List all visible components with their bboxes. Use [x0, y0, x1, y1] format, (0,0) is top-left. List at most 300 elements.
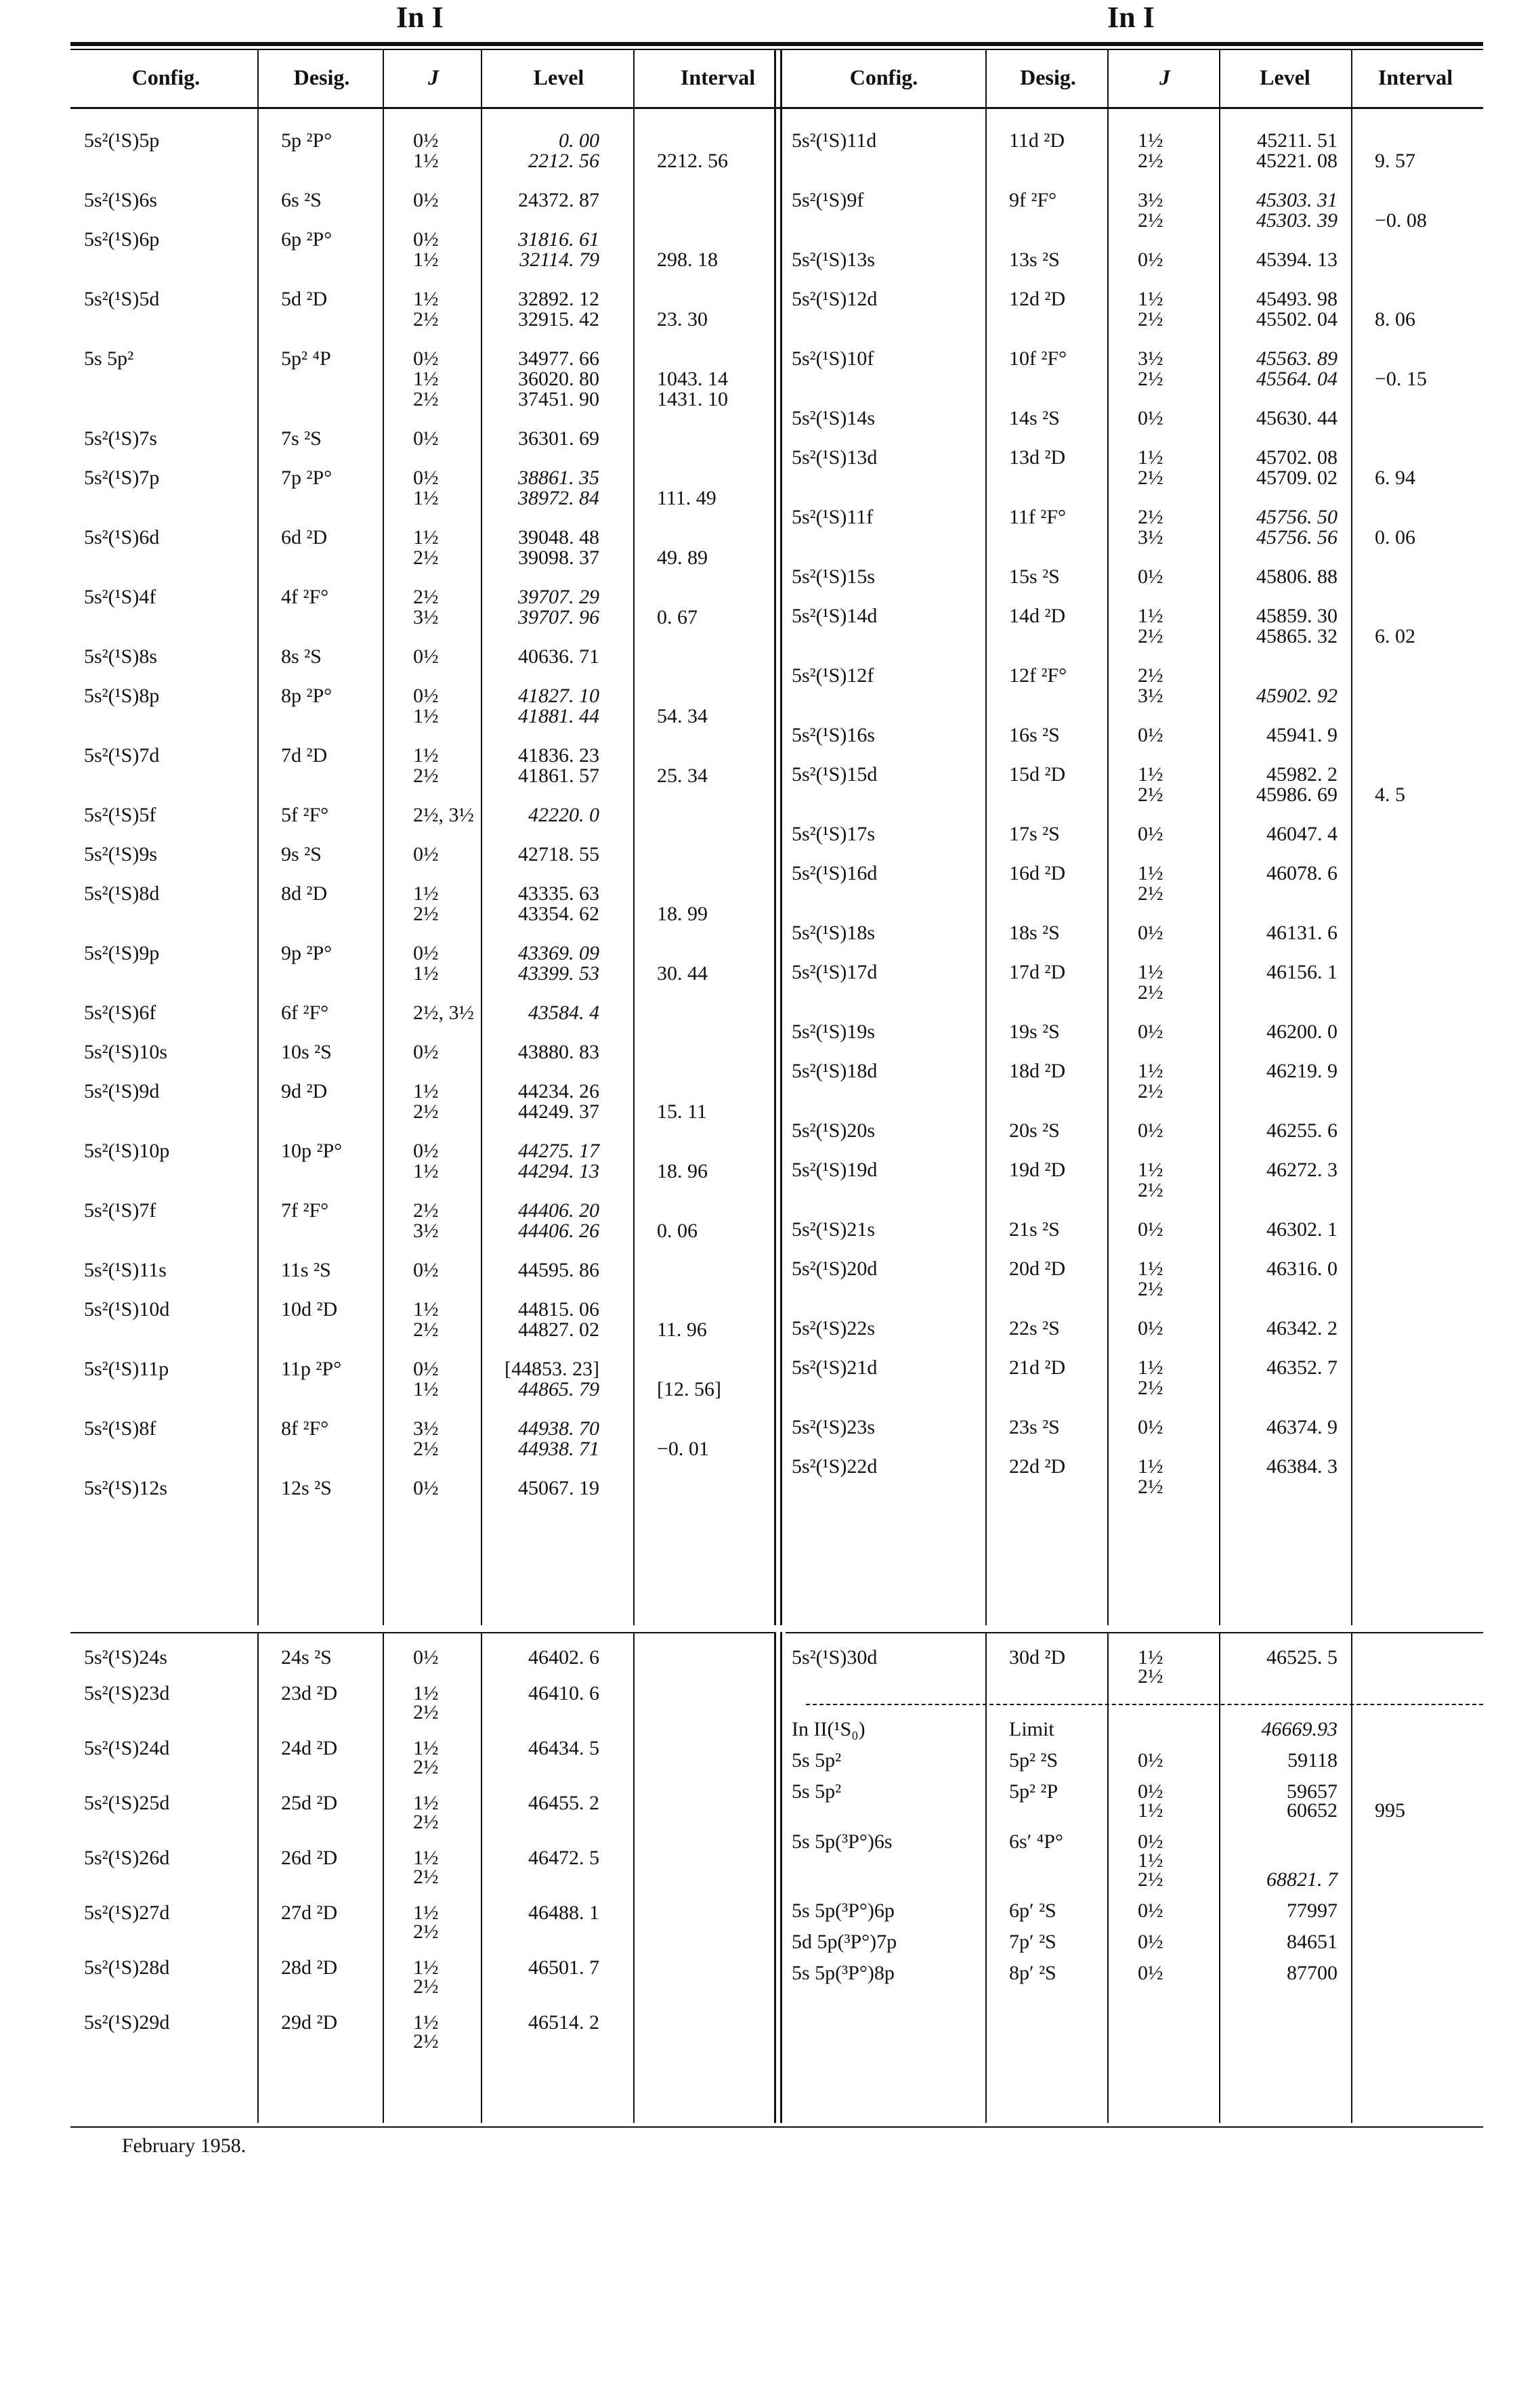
bottom-left-row-j: 1½ [413, 1956, 439, 1979]
left-row-level: 44595. 86 [518, 1259, 599, 1281]
right-row-interval: 0. 06 [1375, 526, 1415, 549]
left-row-desig: 10d ²D [281, 1298, 338, 1321]
left-row-level: 31816. 61 [518, 228, 599, 251]
left-row-j: 0½ [413, 129, 439, 152]
right-row-j: 0½ [1138, 407, 1163, 429]
left-row-level: 43584. 4 [528, 1002, 599, 1024]
right-row-j: 0½ [1138, 1119, 1163, 1142]
right-row-desig: 14d ²D [1009, 605, 1066, 627]
right-row-level: 45865. 32 [1256, 625, 1338, 647]
right-row-j: 0½ [1138, 724, 1163, 746]
right-row-desig: 11d ²D [1009, 129, 1065, 152]
right-row-config: 5s²(¹S)11d [792, 129, 877, 152]
left-row-config: 5s²(¹S)7f [84, 1199, 156, 1222]
right-row-config: 5s²(¹S)14s [792, 407, 876, 429]
left-col-divider [633, 50, 635, 1625]
right-row-desig: 20s ²S [1009, 1119, 1060, 1142]
bottom-left-row-j: 0½ [413, 1646, 439, 1669]
bottom-left-row-j: 2½ [413, 2030, 439, 2053]
left-row-desig: 4f ²F° [281, 586, 329, 608]
right-row-level: 46078. 6 [1266, 862, 1338, 884]
bottom-right-row-config: 5s 5p² [792, 1749, 842, 1772]
bottom-right-row-desig: 5p² ²S [1009, 1749, 1058, 1772]
right-row-level: 46047. 4 [1266, 823, 1338, 845]
left-row-j: 0½ [413, 1041, 439, 1063]
right-row-level: 46255. 6 [1266, 1119, 1338, 1142]
header-level: Level [533, 65, 584, 89]
bottom-right-row-level: 68821. 7 [1266, 1868, 1338, 1891]
right-row-interval: −0. 08 [1375, 209, 1427, 232]
bottom-left-row-desig: 23d ²D [281, 1682, 338, 1704]
bottom-right-row-level: 46669.93 [1261, 1718, 1338, 1740]
right-row-config: 5s²(¹S)19s [792, 1021, 876, 1043]
right-row-j: 2½ [1138, 981, 1163, 1004]
left-row-config: 5s²(¹S)6f [84, 1002, 156, 1024]
left-row-desig: 11p ²P° [281, 1358, 342, 1380]
left-row-level: 41881. 44 [518, 705, 599, 727]
right-row-config: 5s²(¹S)20s [792, 1119, 876, 1142]
left-row-level: 36301. 69 [518, 427, 599, 450]
left-row-config: 5s²(¹S)8d [84, 882, 160, 905]
right-row-level: 45394. 13 [1256, 249, 1338, 271]
bottom-left-row-desig: 29d ²D [281, 2011, 338, 2034]
right-row-desig: 14s ²S [1009, 407, 1060, 429]
bottom-right-row-desig: Limit [1009, 1718, 1054, 1740]
right-row-level: 45221. 08 [1256, 150, 1338, 172]
right-row-level: 46316. 0 [1266, 1258, 1338, 1280]
left-row-interval: 30. 44 [657, 962, 708, 985]
bottom-left-col-divider [383, 1632, 384, 2123]
left-row-j: 2½ [413, 546, 439, 569]
bottom-right-row-desig: 8p′ ²S [1009, 1962, 1056, 1984]
right-row-j: 2½ [1138, 1179, 1163, 1201]
bottom-right-row-level: 59657 [1287, 1780, 1338, 1803]
left-row-level: 43399. 53 [518, 962, 599, 985]
right-row-j: 3½ [1138, 189, 1163, 211]
right-row-desig: 16d ²D [1009, 862, 1066, 884]
bottom-right-row-j: 0½ [1138, 1962, 1163, 1984]
bottom-right-col-divider [1107, 1632, 1109, 2123]
left-row-config: 5s²(¹S)9d [84, 1080, 160, 1102]
left-row-interval: 54. 34 [657, 705, 708, 727]
left-row-config: 5s²(¹S)7s [84, 427, 158, 450]
left-row-interval: 18. 99 [657, 903, 708, 925]
left-row-interval: 0. 06 [657, 1220, 698, 1242]
bottom-left-row-j: 1½ [413, 1737, 439, 1759]
left-row-desig: 10p ²P° [281, 1140, 343, 1162]
right-row-j: 3½ [1138, 526, 1163, 549]
right-row-level: 45630. 44 [1256, 407, 1338, 429]
bottom-left-row-level: 46455. 2 [528, 1792, 599, 1814]
left-row-j: 1½ [413, 705, 439, 727]
right-row-j: 1½ [1138, 961, 1163, 983]
left-row-config: 5s²(¹S)5p [84, 129, 160, 152]
left-row-j: 3½ [413, 1417, 439, 1440]
bottom-left-row-level: 46402. 6 [528, 1646, 599, 1669]
left-row-level: 41827. 10 [518, 685, 599, 707]
bottom-left-row-config: 5s²(¹S)28d [84, 1956, 170, 1979]
left-row-config: 5s²(¹S)8p [84, 685, 160, 707]
bottom-right-row-config: In II(¹S₀) [792, 1718, 865, 1740]
right-row-j: 1½ [1138, 1455, 1163, 1478]
right-row-j: 0½ [1138, 565, 1163, 588]
right-row-interval: 6. 94 [1375, 467, 1415, 489]
left-row-j: 0½ [413, 1358, 439, 1380]
right-row-config: 5s²(¹S)16s [792, 724, 876, 746]
right-row-j: 3½ [1138, 347, 1163, 370]
bottom-left-col-divider [257, 1632, 259, 2123]
right-row-j: 2½ [1138, 308, 1163, 330]
header-level-right: Level [1260, 65, 1310, 89]
bottom-left-row-config: 5s²(¹S)24d [84, 1737, 170, 1759]
right-row-j: 2½ [1138, 150, 1163, 172]
left-row-config: 5s²(¹S)8s [84, 645, 158, 668]
bottom-left-row-desig: 24s ²S [281, 1646, 332, 1669]
bottom-right-row-desig: 5p² ²P [1009, 1780, 1058, 1803]
bottom-left-row-j: 1½ [413, 1682, 439, 1704]
bottom-right-row-j: 0½ [1138, 1749, 1163, 1772]
left-row-interval: [12. 56] [657, 1378, 721, 1400]
left-row-desig: 6s ²S [281, 189, 322, 211]
left-row-interval: 11. 96 [657, 1318, 707, 1341]
right-row-j: 2½ [1138, 1278, 1163, 1300]
left-row-desig: 8s ²S [281, 645, 322, 668]
bottom-left-row-desig: 28d ²D [281, 1956, 338, 1979]
right-row-desig: 9f ²F° [1009, 189, 1057, 211]
header-config-right: Config. [849, 65, 918, 89]
bottom-right-row-level: 59118 [1287, 1749, 1338, 1772]
left-title: In I [396, 1, 444, 34]
right-row-j: 0½ [1138, 1416, 1163, 1438]
left-row-config: 5s²(¹S)9s [84, 843, 158, 865]
bottom-left-row-config: 5s²(¹S)25d [84, 1792, 170, 1814]
bottom-right-row-desig: 6p′ ²S [1009, 1899, 1056, 1922]
left-row-j: 1½ [413, 1160, 439, 1182]
right-row-desig: 23s ²S [1009, 1416, 1060, 1438]
right-row-config: 5s²(¹S)15d [792, 763, 878, 786]
right-row-config: 5s²(¹S)19d [792, 1159, 878, 1181]
left-row-level: 43354. 62 [518, 903, 599, 925]
bottom-left-row-config: 5s²(¹S)24s [84, 1646, 168, 1669]
right-row-config: 5s²(¹S)12d [792, 288, 878, 310]
left-row-desig: 10s ²S [281, 1041, 332, 1063]
bottom-right-row-j: 0½ [1138, 1931, 1163, 1953]
right-row-desig: 10f ²F° [1009, 347, 1067, 370]
right-row-desig: 21d ²D [1009, 1356, 1066, 1379]
right-row-desig: 16s ²S [1009, 724, 1060, 746]
right-row-config: 5s²(¹S)14d [792, 605, 878, 627]
left-row-desig: 5p ²P° [281, 129, 333, 152]
right-row-config: 5s²(¹S)17d [792, 961, 878, 983]
bottom-left-row-j: 2½ [413, 1811, 439, 1833]
left-row-j: 0½ [413, 189, 439, 211]
bottom-right-row-config: 5s²(¹S)30d [792, 1646, 878, 1669]
left-row-config: 5s 5p² [84, 347, 134, 370]
left-row-config: 5s²(¹S)8f [84, 1417, 156, 1440]
right-row-level: 46200. 0 [1266, 1021, 1338, 1043]
right-col-divider [985, 50, 987, 1625]
left-row-desig: 6p ²P° [281, 228, 333, 251]
right-row-j: 2½ [1138, 506, 1163, 528]
bottom-right-row-j: 1½ [1138, 1849, 1163, 1872]
right-row-j: 2½ [1138, 882, 1163, 905]
right-row-j: 1½ [1138, 129, 1163, 152]
right-row-level: 45303. 39 [1256, 209, 1338, 232]
right-row-level: 46302. 1 [1266, 1218, 1338, 1241]
header-j-right: J [1159, 65, 1170, 89]
bottom-left-row-j: 2½ [413, 1920, 439, 1943]
right-row-desig: 17d ²D [1009, 961, 1066, 983]
left-row-j: 2½ [413, 1318, 439, 1341]
right-row-config: 5s²(¹S)21d [792, 1356, 878, 1379]
right-row-j: 2½ [1138, 368, 1163, 390]
bottom-left-row-level: 46410. 6 [528, 1682, 599, 1704]
bottom-right-row-j: 2½ [1138, 1665, 1163, 1688]
left-row-desig: 6d ²D [281, 526, 328, 549]
top-rule-thick [70, 42, 1483, 46]
bottom-left-row-config: 5s²(¹S)26d [84, 1847, 170, 1869]
right-row-config: 5s²(¹S)15s [792, 565, 876, 588]
left-row-level: 40636. 71 [518, 645, 599, 668]
right-row-config: 5s²(¹S)22s [792, 1317, 876, 1339]
right-row-j: 0½ [1138, 1317, 1163, 1339]
right-row-level: 45982. 2 [1266, 763, 1338, 786]
bottom-right-row-j: 1½ [1138, 1799, 1163, 1822]
left-row-desig: 7d ²D [281, 744, 328, 767]
right-row-level: 45493. 98 [1256, 288, 1338, 310]
bottom-right-row-j: 0½ [1138, 1899, 1163, 1922]
left-row-level: 43335. 63 [518, 882, 599, 905]
right-row-config: 5s²(¹S)13d [792, 446, 878, 469]
left-row-j: 1½ [413, 1080, 439, 1102]
left-row-desig: 8f ²F° [281, 1417, 329, 1440]
right-row-level: 45702. 08 [1256, 446, 1338, 469]
bottom-right-row-desig: 7p′ ²S [1009, 1931, 1056, 1953]
left-row-level: 44827. 02 [518, 1318, 599, 1341]
left-row-j: 2½ [413, 586, 439, 608]
right-row-config: 5s²(¹S)17s [792, 823, 876, 845]
right-row-j: 1½ [1138, 1159, 1163, 1181]
right-row-config: 5s²(¹S)12f [792, 664, 874, 687]
bottom-left-row-j: 2½ [413, 1756, 439, 1778]
left-row-j: 2½ [413, 308, 439, 330]
left-row-config: 5s²(¹S)5f [84, 804, 156, 826]
right-row-interval: 6. 02 [1375, 625, 1415, 647]
left-row-j: 1½ [413, 368, 439, 390]
right-row-desig: 19d ²D [1009, 1159, 1066, 1181]
bottom-left-row-desig: 26d ²D [281, 1847, 338, 1869]
left-row-j: 2½, 3½ [413, 804, 474, 826]
left-row-level: 32915. 42 [518, 308, 599, 330]
bottom-right-row-level: 46525. 5 [1266, 1646, 1338, 1669]
left-row-level: 39707. 29 [518, 586, 599, 608]
left-row-config: 5s²(¹S)6p [84, 228, 160, 251]
left-row-level: 44938. 71 [518, 1438, 599, 1460]
bottom-left-row-desig: 25d ²D [281, 1792, 338, 1814]
left-row-j: 1½ [413, 288, 439, 310]
right-title: In I [1107, 1, 1155, 34]
bottom-left-row-j: 2½ [413, 1701, 439, 1723]
right-row-interval: 8. 06 [1375, 308, 1415, 330]
header-interval: Interval [680, 65, 756, 89]
right-row-j: 2½ [1138, 467, 1163, 489]
right-row-config: 5s²(¹S)16d [792, 862, 878, 884]
right-row-desig: 17s ²S [1009, 823, 1060, 845]
right-row-level: 46352. 7 [1266, 1356, 1338, 1379]
header-rule [70, 107, 1483, 109]
bottom-right-row-level: 87700 [1287, 1962, 1338, 1984]
bottom-left-row-desig: 27d ²D [281, 1902, 338, 1924]
left-row-config: 5s²(¹S)7p [84, 467, 160, 489]
right-row-j: 1½ [1138, 763, 1163, 786]
right-row-config: 5s²(¹S)18d [792, 1060, 878, 1082]
right-row-j: 0½ [1138, 823, 1163, 845]
left-row-j: 0½ [413, 467, 439, 489]
left-row-config: 5s²(¹S)4f [84, 586, 156, 608]
bottom-left-row-level: 46488. 1 [528, 1902, 599, 1924]
left-row-j: 2½ [413, 1199, 439, 1222]
left-row-desig: 5f ²F° [281, 804, 329, 826]
left-row-level: 44938. 70 [518, 1417, 599, 1440]
left-row-j: 0½ [413, 685, 439, 707]
right-row-interval: −0. 15 [1375, 368, 1427, 390]
left-row-desig: 9s ²S [281, 843, 322, 865]
left-row-interval: 23. 30 [657, 308, 708, 330]
right-row-j: 0½ [1138, 922, 1163, 944]
right-row-desig: 22d ²D [1009, 1455, 1066, 1478]
right-row-config: 5s²(¹S)11f [792, 506, 874, 528]
left-row-j: 1½ [413, 744, 439, 767]
left-row-config: 5s²(¹S)10p [84, 1140, 170, 1162]
right-row-j: 3½ [1138, 685, 1163, 707]
left-row-desig: 8d ²D [281, 882, 328, 905]
left-row-j: 1½ [413, 249, 439, 271]
right-row-desig: 12f ²F° [1009, 664, 1067, 687]
right-row-level: 45986. 69 [1256, 783, 1338, 806]
left-row-desig: 7f ²F° [281, 1199, 329, 1222]
bottom-left-row-j: 1½ [413, 2011, 439, 2034]
left-row-level: 32892. 12 [518, 288, 599, 310]
left-row-j: 3½ [413, 606, 439, 628]
left-row-level: 42220. 0 [528, 804, 599, 826]
left-row-interval: 1043. 14 [657, 368, 728, 390]
right-row-j: 2½ [1138, 1377, 1163, 1399]
left-row-j: 2½ [413, 388, 439, 410]
left-row-j: 1½ [413, 1378, 439, 1400]
bottom-right-row-config: 5s 5p(³P°)6p [792, 1899, 895, 1922]
bottom-left-row-level: 46472. 5 [528, 1847, 599, 1869]
limit-dashed-rule [806, 1704, 1483, 1705]
bottom-left-row-level: 46434. 5 [528, 1737, 599, 1759]
left-row-config: 5s²(¹S)11s [84, 1259, 167, 1281]
left-row-j: 0½ [413, 1140, 439, 1162]
right-row-desig: 18s ²S [1009, 922, 1060, 944]
right-row-desig: 19s ²S [1009, 1021, 1060, 1043]
left-row-j: 1½ [413, 1298, 439, 1321]
left-row-level: 44406. 26 [518, 1220, 599, 1242]
right-row-level: 45756. 56 [1256, 526, 1338, 549]
bottom-right-row-j: 2½ [1138, 1868, 1163, 1891]
left-row-j: 1½ [413, 882, 439, 905]
left-row-interval: 15. 11 [657, 1100, 707, 1123]
bottom-left-row-j: 2½ [413, 1866, 439, 1888]
left-row-config: 5s²(¹S)12s [84, 1477, 168, 1499]
left-row-j: 2½ [413, 903, 439, 925]
left-col-divider [383, 50, 384, 1625]
top-rule-thin [70, 49, 1483, 50]
right-row-config: 5s²(¹S)20d [792, 1258, 878, 1280]
left-row-level: 39707. 96 [518, 606, 599, 628]
left-row-level: 34977. 66 [518, 347, 599, 370]
bottom-left-row-j: 1½ [413, 1792, 439, 1814]
right-row-j: 2½ [1138, 664, 1163, 687]
right-row-config: 5s²(¹S)18s [792, 922, 876, 944]
right-row-desig: 21s ²S [1009, 1218, 1060, 1241]
bottom-right-row-j: 0½ [1138, 1780, 1163, 1803]
left-row-config: 5s²(¹S)6d [84, 526, 160, 549]
right-row-j: 1½ [1138, 1356, 1163, 1379]
left-row-desig: 9d ²D [281, 1080, 328, 1102]
left-row-config: 5s²(¹S)11p [84, 1358, 169, 1380]
right-row-j: 1½ [1138, 446, 1163, 469]
bottom-left-row-level: 46514. 2 [528, 2011, 599, 2034]
left-row-level: 37451. 90 [518, 388, 599, 410]
bottom-right-row-config: 5s 5p(³P°)6s [792, 1830, 893, 1853]
bottom-right-row-j: 0½ [1138, 1830, 1163, 1853]
left-row-interval: −0. 01 [657, 1438, 709, 1460]
bottom-section-rule-right [786, 1632, 1483, 1633]
left-row-j: 0½ [413, 645, 439, 668]
bottom-right-row-interval: 995 [1375, 1799, 1405, 1822]
right-row-level: 46384. 3 [1266, 1455, 1338, 1478]
right-row-level: 46342. 2 [1266, 1317, 1338, 1339]
left-row-interval: 298. 18 [657, 249, 718, 271]
left-row-level: [44853. 23] [505, 1358, 599, 1380]
bottom-left-row-config: 5s²(¹S)23d [84, 1682, 170, 1704]
left-row-level: 42718. 55 [518, 843, 599, 865]
center-double-line-b [780, 50, 782, 1625]
footer-date: February 1958. [122, 2134, 247, 2157]
left-row-level: 44275. 17 [518, 1140, 599, 1162]
left-row-desig: 5d ²D [281, 288, 328, 310]
right-row-level: 45806. 88 [1256, 565, 1338, 588]
bottom-right-row-config: 5s 5p(³P°)8p [792, 1962, 895, 1984]
right-row-interval: 9. 57 [1375, 150, 1415, 172]
bottom-rule [70, 2126, 1483, 2128]
right-row-level: 46219. 9 [1266, 1060, 1338, 1082]
left-row-j: 2½ [413, 765, 439, 787]
right-row-j: 0½ [1138, 1218, 1163, 1241]
left-row-level: 39098. 37 [518, 546, 599, 569]
header-desig: Desig. [293, 65, 350, 89]
header-config: Config. [131, 65, 200, 89]
bottom-right-col-divider [1351, 1632, 1352, 2123]
bottom-left-row-config: 5s²(¹S)29d [84, 2011, 170, 2034]
right-row-level: 45563. 89 [1256, 347, 1338, 370]
bottom-right-row-j: 1½ [1138, 1646, 1163, 1669]
right-row-level: 45941. 9 [1266, 724, 1338, 746]
left-row-desig: 12s ²S [281, 1477, 332, 1499]
left-row-j: 0½ [413, 942, 439, 964]
left-row-level: 36020. 80 [518, 368, 599, 390]
left-row-level: 24372. 87 [518, 189, 599, 211]
right-row-config: 5s²(¹S)21s [792, 1218, 876, 1241]
left-row-level: 32114. 79 [519, 249, 599, 271]
left-row-config: 5s²(¹S)10d [84, 1298, 170, 1321]
right-row-level: 45756. 50 [1256, 506, 1338, 528]
right-row-config: 5s²(¹S)23s [792, 1416, 876, 1438]
bottom-left-col-divider [633, 1632, 635, 2123]
